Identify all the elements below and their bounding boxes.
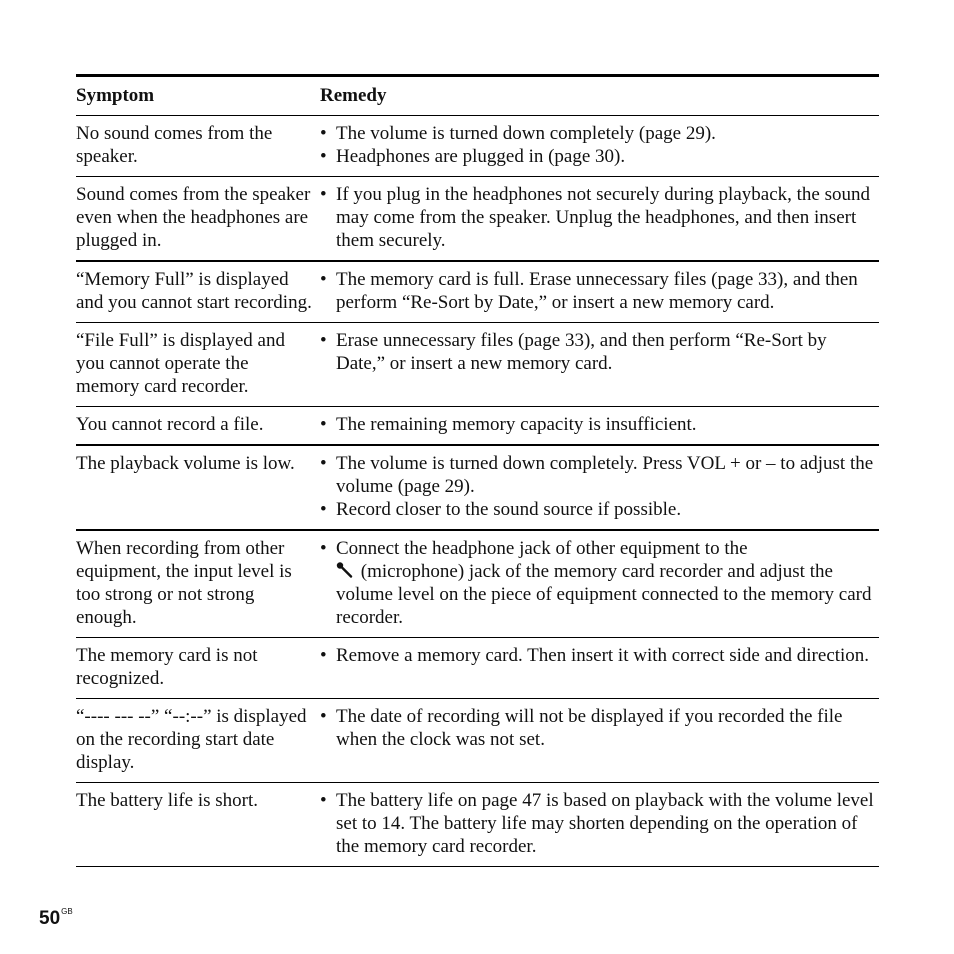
remedy-item: [320, 145, 879, 168]
remedy-text: Erase unnecessary files (page 33), and then perform “Re-Sort by Date,” or insert a new memory card.: [336, 330, 827, 374]
page-number-suffix: GB: [61, 907, 73, 916]
remedy-item: [320, 329, 879, 375]
bullet: •: [320, 453, 327, 474]
remedy-item: [320, 268, 879, 314]
remedy-text: The memory card is full. Erase unnecessary files (page 33), and then perform “Re-Sort by Date,” or insert a new memory card.: [336, 269, 858, 313]
table-row: [76, 177, 879, 262]
bullet: •: [320, 414, 327, 435]
remedy-cell: [320, 407, 879, 446]
table-row: [76, 638, 879, 699]
table-row: [76, 261, 879, 323]
symptom-cell: When recording from other equipment, the input level is too strong or not strong enough.: [76, 538, 292, 628]
troubleshooting-table: [76, 74, 879, 867]
remedy-text: The remaining memory capacity is insufficient.: [336, 414, 697, 435]
remedy-text: If you plug in the headphones not securely during playback, the sound may come from the speaker. Unplug the headphones, and then insert them securely.: [336, 184, 870, 251]
remedy-item: [320, 183, 879, 252]
remedy-cell: [320, 530, 879, 638]
remedy-item: [320, 413, 879, 436]
symptom-cell: “Memory Full” is displayed and you cannot start recording.: [76, 269, 312, 313]
table-row: [76, 445, 879, 530]
bullet: •: [320, 645, 327, 666]
remedy-text: Headphones are plugged in (page 30).: [336, 146, 626, 167]
remedy-text: Record closer to the sound source if possible.: [336, 499, 682, 520]
bullet: •: [320, 790, 327, 811]
remedy-cell: [320, 261, 879, 323]
page-number-value: 50: [39, 908, 61, 929]
bullet: •: [320, 538, 327, 559]
microphone-icon: [336, 561, 356, 577]
remedy-cell: [320, 699, 879, 783]
remedy-cell: [320, 783, 879, 867]
symptom-cell: You cannot record a file.: [76, 414, 264, 435]
bullet: •: [320, 184, 327, 205]
remedy-item: [320, 498, 879, 521]
remedy-cell: [320, 116, 879, 177]
symptom-cell: The battery life is short.: [76, 790, 259, 811]
table-row: [76, 323, 879, 407]
bullet: •: [320, 269, 327, 290]
troubleshooting-page: [76, 74, 879, 867]
symptom-cell: The memory card is not recognized.: [76, 645, 258, 689]
remedy-text: Remove a memory card. Then insert it with correct side and direction.: [336, 645, 870, 666]
remedy-text: The volume is turned down completely (page 29).: [336, 123, 716, 144]
table-row: [76, 783, 879, 867]
table-row: [76, 530, 879, 638]
remedy-item: [320, 789, 879, 858]
symptom-cell: “File Full” is displayed and you cannot operate the memory card recorder.: [76, 330, 285, 397]
page-number: [39, 907, 73, 930]
remedy-cell: [320, 177, 879, 262]
bullet: •: [320, 146, 327, 167]
remedy-cell: [320, 323, 879, 407]
remedy-item: [320, 644, 879, 667]
table-row: [76, 407, 879, 446]
bullet: •: [320, 499, 327, 520]
remedy-text: The volume is turned down completely. Press VOL + or – to adjust the volume (page 29).: [336, 453, 874, 497]
remedy-text: Connect the headphone jack of other equipment to the: [336, 538, 748, 559]
remedy-item: [320, 122, 879, 145]
symptom-header: Symptom: [76, 85, 155, 106]
table-header-row: [76, 76, 879, 116]
symptom-cell: “---- --- --” “--:--” is displayed on the recording start date display.: [76, 706, 307, 773]
symptom-cell: Sound comes from the speaker even when the headphones are plugged in.: [76, 184, 311, 251]
remedy-item: [320, 705, 879, 751]
remedy-item: [320, 452, 879, 498]
bullet: •: [320, 123, 327, 144]
remedy-header: Remedy: [320, 85, 387, 106]
table-row: [76, 116, 879, 177]
bullet: •: [320, 330, 327, 351]
remedy-text: The date of recording will not be displayed if you recorded the file when the clock was not set.: [336, 706, 843, 750]
remedy-text: (microphone) jack of the memory card recorder and adjust the volume level on the piece of equipment connected to the memory card recorder.: [336, 561, 872, 628]
symptom-cell: No sound comes from the speaker.: [76, 123, 273, 167]
bullet: •: [320, 706, 327, 727]
remedy-cell: [320, 638, 879, 699]
table-row: [76, 699, 879, 783]
symptom-cell: The playback volume is low.: [76, 453, 295, 474]
remedy-text: The battery life on page 47 is based on playback with the volume level set to 14. The battery life may shorten depending on the operation of the memory card recorder.: [336, 790, 874, 857]
remedy-item: [320, 537, 879, 629]
remedy-cell: [320, 445, 879, 530]
